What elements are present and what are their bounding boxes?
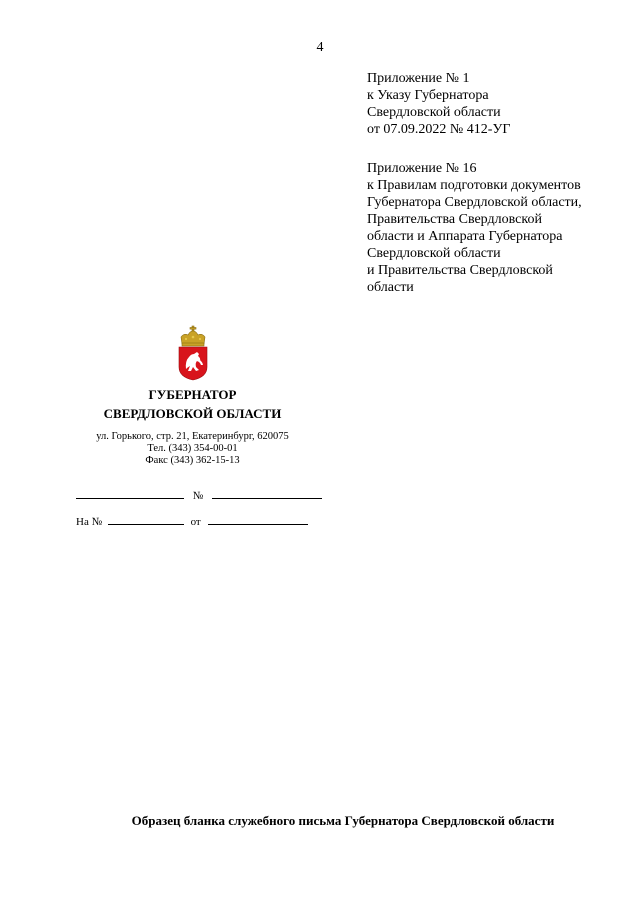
fax: Факс (343) 362-15-13 bbox=[145, 455, 240, 466]
appendix-16-line: Приложение № 16 bbox=[367, 161, 477, 176]
appendix-1-line: Приложение № 1 bbox=[367, 71, 470, 86]
incoming-prefix: На № bbox=[76, 516, 103, 528]
incoming-from-label: от bbox=[190, 516, 201, 528]
appendix-1-line: к Указу Губернатора bbox=[367, 88, 489, 103]
outgoing-number-label: № bbox=[192, 490, 204, 502]
appendix-16-line: к Правилам подготовки документов bbox=[367, 178, 581, 193]
appendix-1-line: Свердловской области bbox=[367, 105, 501, 120]
page-number: 4 bbox=[316, 40, 324, 55]
document-caption: Образец бланка служебного письма Губернатора Свердловской области bbox=[131, 813, 555, 828]
appendix-1-block bbox=[367, 70, 627, 138]
incoming-date-blank bbox=[208, 514, 308, 525]
letterhead bbox=[70, 325, 315, 467]
incoming-reference-line bbox=[76, 514, 308, 529]
outgoing-reference-line bbox=[76, 488, 322, 503]
contacts bbox=[70, 431, 315, 467]
address: ул. Горького, стр. 21, Екатеринбург, 620075 bbox=[96, 431, 289, 442]
appendix-16-block bbox=[367, 160, 627, 296]
appendix-16-line: Правительства Свердловской bbox=[367, 212, 542, 227]
org-name-line-1: ГУБЕРНАТОР bbox=[148, 387, 237, 402]
incoming-number-blank bbox=[108, 514, 184, 525]
outgoing-number-blank bbox=[212, 488, 322, 499]
appendix-1-line: от 07.09.2022 № 412-УГ bbox=[367, 122, 511, 137]
appendix-16-line: и Правительства Свердловской bbox=[367, 263, 553, 278]
appendix-16-line: Свердловской области bbox=[367, 246, 501, 261]
appendix-16-line: области bbox=[367, 280, 414, 295]
outgoing-date-blank bbox=[76, 488, 184, 499]
appendix-16-line: области и Аппарата Губернатора bbox=[367, 229, 563, 244]
phone: Тел. (343) 354-00-01 bbox=[147, 443, 238, 454]
org-name-line-2: СВЕРДЛОВСКОЙ ОБЛАСТИ bbox=[103, 406, 282, 421]
appendix-16-line: Губернатора Свердловской области, bbox=[367, 195, 582, 210]
coat-of-arms-icon bbox=[173, 325, 213, 381]
